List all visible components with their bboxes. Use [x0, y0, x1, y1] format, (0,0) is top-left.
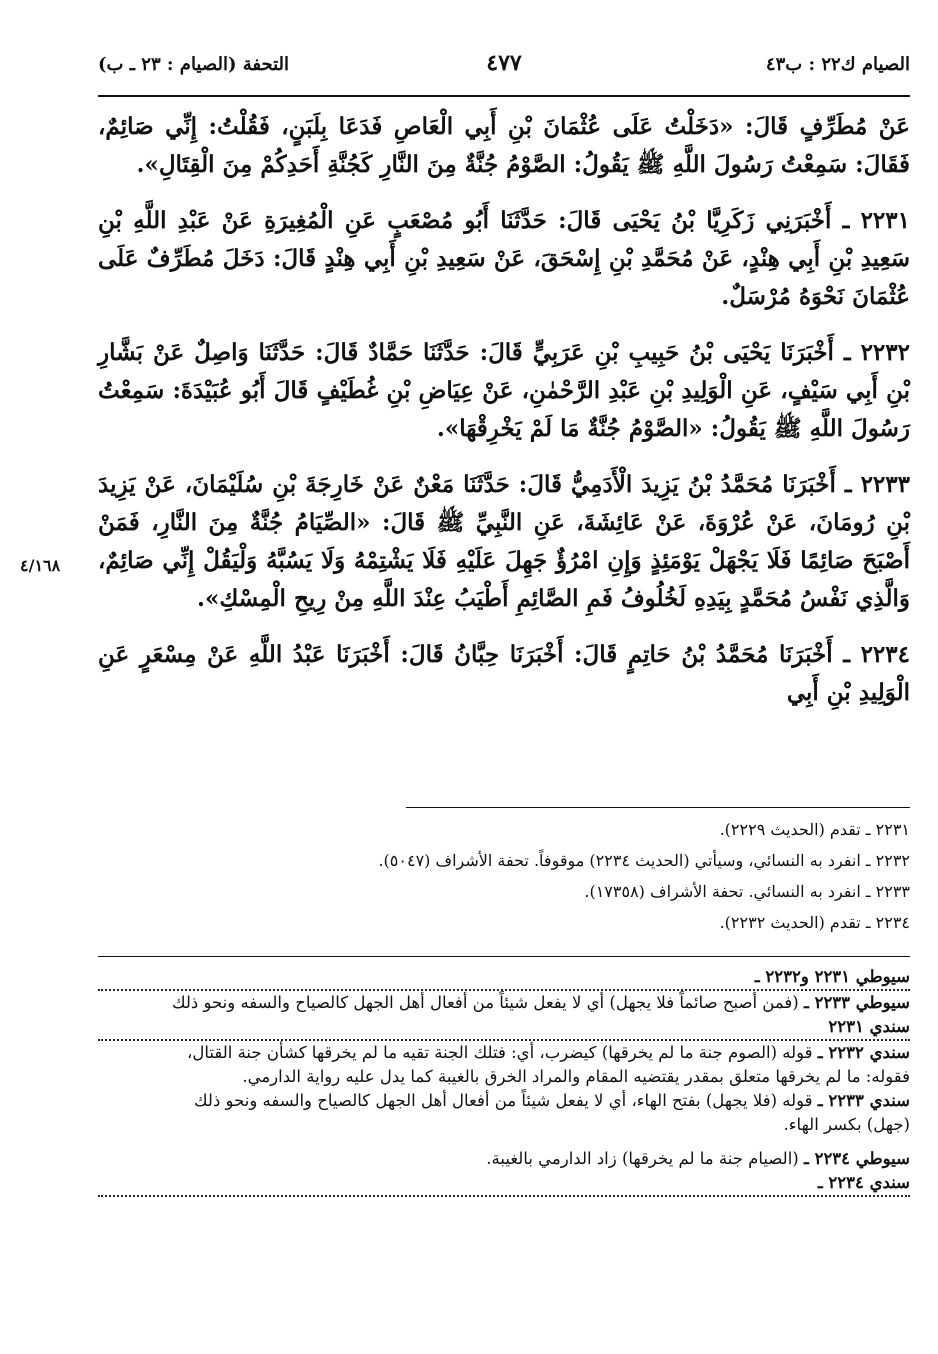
header-tuhfa-ref: التحفة (الصيام : ٢٣ ـ ب): [98, 54, 290, 75]
footnote: ٢٢٣١ ـ تقدم (الحديث ٢٢٢٩).: [719, 820, 910, 839]
commentary-head: سندي ٢٢٣٢ ـ: [817, 1043, 910, 1062]
commentary-head: سيوطي ٢٢٣١ و٢٢٣٢ ـ: [754, 967, 910, 986]
commentary-text: فقوله: ما لم يخرقها متعلق بمقدر يقتضيه المقام والمراد الخرق بالغيبة كما يدل عليه رواية الدارمي.: [242, 1067, 910, 1086]
commentary-text: (جهل) بكسر الهاء.: [783, 1115, 910, 1134]
commentary-line: [98, 1171, 910, 1197]
commentary-line: [98, 1147, 910, 1171]
commentary: [98, 965, 910, 1197]
commentary-head: سندي ٢٢٣٣ ـ: [817, 1091, 910, 1110]
commentary-text: قوله (فلا يجهل) بفتح الهاء، أي لا يفعل شيئاً من أفعال أهل الجهل كالصياح والسفه ونحو ذلك: [194, 1091, 813, 1110]
commentary-line: [98, 1065, 910, 1089]
footnote: ٢٢٣٢ ـ انفرد به النسائي، وسيأتي (الحديث ٢٢٣٤) موقوفاً. تحفة الأشراف (٥٠٤٧).: [378, 851, 910, 870]
commentary-line: [98, 1015, 910, 1041]
hadith-paragraph: ٢٢٣٣ ـ أَخْبَرَنَا مُحَمَّدُ بْنُ يَزِيدَ الْأَدَمِيُّ قَالَ: حَدَّثَنَا مَعْنٌ عَنْ خَارِجَةَ بْنِ سُلَيْمَانَ، عَنْ يَزِيدَ بْنِ رُومَانَ، عَنْ عُرْوَةَ، عَنْ عَائِشَةَ، عَنِ النَّبِيِّ ﷺ قَالَ: «الصِّيَامُ جُنَّةٌ مِنَ النَّارِ، فَمَنْ أَصْبَحَ صَائِمًا فَلَا يَجْهَلْ يَوْمَئِذٍ وَإِنِ امْرُؤٌ جَهِلَ عَلَيْهِ فَلَا يَشْتِمْهُ وَلَا يَسُبَّهُ وَلْيَقُلْ إِنِّي صَائِمٌ، وَالَّذِي نَفْسُ مُحَمَّدٍ بِيَدِهِ لَخُلُوفُ فَمِ الصَّائِمِ أَطْيَبُ عِنْدَ اللَّهِ مِنْ رِيحِ الْمِسْكِ».: [98, 471, 910, 612]
running-header: [98, 50, 910, 84]
footnotes: [98, 820, 910, 944]
commentary-line: [98, 1113, 910, 1137]
margin-reference: ٤/١٦٨: [20, 556, 61, 575]
commentary-line: [98, 991, 910, 1015]
commentary-line: [98, 1089, 910, 1113]
page-number: ٤٧٧: [486, 50, 522, 76]
commentary-text: قوله (الصوم جنة ما لم يخرقها) كيضرب، أي: فتلك الجنة تقيه ما لم يخرقها كشأن جنة القتال،: [187, 1043, 813, 1062]
hadith-paragraph: ٢٢٣٤ ـ أَخْبَرَنَا مُحَمَّدُ بْنُ حَاتِمٍ قَالَ: أَخْبَرَنَا حِبَّانُ قَالَ: أَخْبَرَنَا عَبْدُ اللَّهِ عَنْ مِسْعَرٍ عَنِ الْوَلِيدِ بْنِ أَبِي: [98, 641, 910, 706]
commentary-text: (فمن أصبح صائماً فلا يجهل) أي لا يفعل شيئاً من أفعال أهل الجهل كالصياح والسفه ونحو ذلك: [171, 993, 799, 1012]
commentary-text: (الصيام جنة ما لم يخرقها) زاد الدارمي بالغيبة.: [486, 1149, 799, 1168]
hadith-paragraph: عَنْ مُطَرِّفٍ قَالَ: «دَخَلْتُ عَلَى عُثْمَانَ بْنِ أَبِي الْعَاصِ فَدَعَا بِلَبَنٍ، فَقُلْتُ: إِنِّي صَائِمٌ، فَقَالَ: سَمِعْتُ رَسُولَ اللَّهِ ﷺ يَقُولُ: الصَّوْمُ جُنَّةٌ مِنَ النَّارِ كَجُنَّةِ أَحَدِكُمْ مِنَ الْقِتَالِ».: [98, 113, 910, 178]
footnote: ٢٢٣٣ ـ انفرد به النسائي. تحفة الأشراف (١٧٣٥٨).: [584, 882, 910, 901]
header-section-ref: الصيام ك٢٢ : ب٤٣: [765, 54, 910, 75]
footnote: ٢٢٣٤ ـ تقدم (الحديث ٢٢٣٢).: [719, 913, 910, 932]
commentary-head: سيوطي ٢٢٣٤ ـ: [803, 1149, 910, 1168]
main-text: [98, 108, 910, 730]
hadith-paragraph: ٢٢٣٢ ـ أَخْبَرَنَا يَحْيَى بْنُ حَبِيبِ بْنِ عَرَبِيٍّ قَالَ: حَدَّثَنَا حَمَّادٌ قَالَ: حَدَّثَنَا وَاصِلٌ عَنْ بَشَّارِ بْنِ أَبِي سَيْفٍ، عَنِ الْوَلِيدِ بْنِ عَبْدِ الرَّحْمٰنِ، عَنْ عِيَاضِ بْنِ غُطَيْفٍ قَالَ أَبُو عُبَيْدَةَ: سَمِعْتُ رَسُولَ اللَّهِ ﷺ يَقُولُ: «الصَّوْمُ جُنَّةٌ مَا لَمْ يَخْرِقْهَا».: [98, 339, 910, 442]
hadith-paragraph: ٢٢٣١ ـ أَخْبَرَنِي زَكَرِيَّا بْنُ يَحْيَى قَالَ: حَدَّثَنَا أَبُو مُصْعَبٍ عَنِ الْمُغِيرَةِ عَنْ عَبْدِ اللَّهِ بْنِ سَعِيدِ بْنِ أَبِي هِنْدٍ، عَنْ مُحَمَّدِ بْنِ إِسْحَقَ، عَنْ سَعِيدِ بْنِ أَبِي هِنْدٍ قَالَ: دَخَلَ مُطَرِّفٌ عَلَى عُثْمَانَ نَحْوَهُ مُرْسَلٌ.: [98, 207, 910, 310]
commentary-head: سندي ٢٢٣٤ ـ: [817, 1173, 910, 1192]
commentary-line: [98, 1041, 910, 1065]
commentary-head: سيوطي ٢٢٣٣ ـ: [803, 993, 910, 1012]
header-rule: [98, 95, 910, 97]
commentary-head: سندي ٢٢٣١: [828, 1017, 910, 1036]
footnote-rule: [406, 807, 910, 808]
commentary-rule: [98, 956, 910, 957]
commentary-line: [98, 965, 910, 991]
